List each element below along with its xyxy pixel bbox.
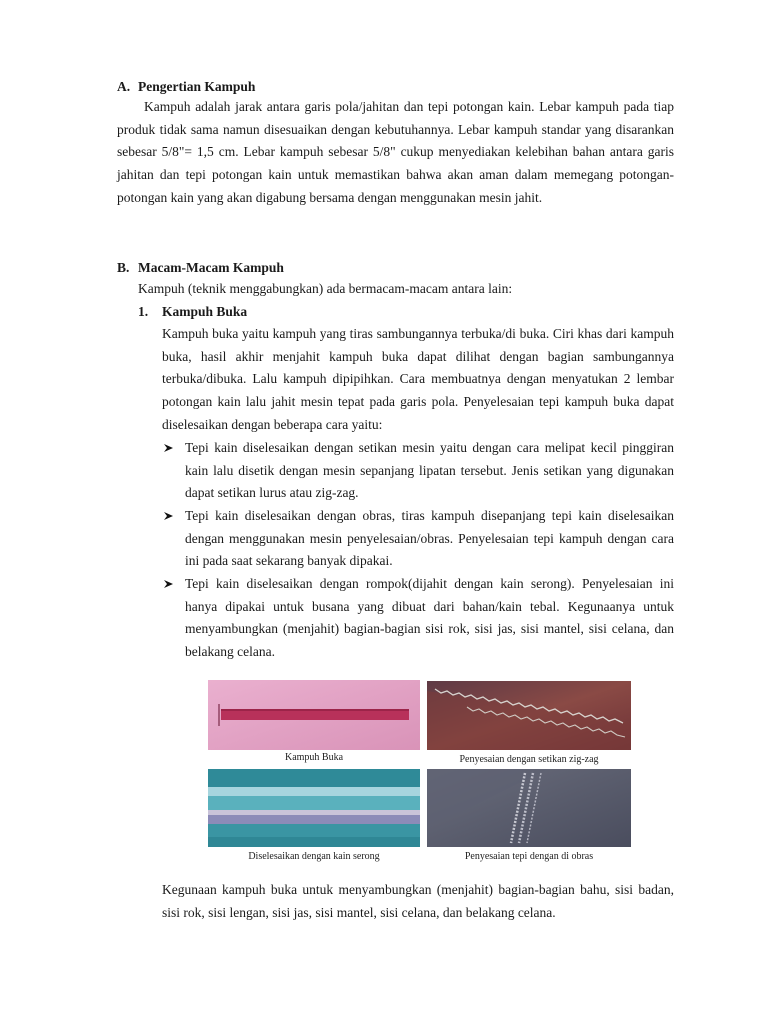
bullet-text: Tepi kain diselesaikan dengan obras, tiras kampuh disepanjang tepi kain diselesaikan dengan menggunakan mesin penyelesaian/obras. Penyelesaian tepi kampuh dengan cara ini pada saat sekarang banyak dipakai. — [185, 508, 674, 569]
section-b-number: B. — [117, 260, 130, 275]
figure-caption: Kampuh Buka — [284, 752, 344, 763]
list-item — [162, 505, 674, 573]
arrowhead-bullet-icon — [162, 505, 180, 527]
figure-caption: Penyesaian dengan setikan zig-zag — [459, 754, 599, 765]
section-b-title: Macam-Macam Kampuh — [138, 260, 284, 275]
subsection-1-paragraph: Kampuh buka yaitu kampuh yang tiras sambungannya terbuka/di buka. Ciri khas dari kampuh buka, hasil akhir menjahit kampuh buka dapat dilihat dengan bagian sambungannya terbuka/dibuka. Lalu kampuh dipipihkan. Cara membuatnya dengan menyatukan 2 lembar potongan kain lalu jahit mesin tepat pada garis pola. Penyelesaian tepi kampuh buka dapat diselesaikan dengan beberapa cara yaitu: — [162, 326, 674, 432]
list-item — [162, 573, 674, 664]
arrowhead-bullet-icon — [162, 437, 180, 459]
section-a-paragraph: Kampuh adalah jarak antara garis pola/jahitan dan tepi potongan kain. Lebar kampuh pada tiap produk tidak sama namun disesuaikan dengan kebutuhannya. Lebar kampuh standar yang disarankan sebesar 5/8"= 1,5 cm. Lebar kampuh sebesar 5/8" cukup menyediakan kelebihan bahan antara garis jahitan dan tepi potongan kain untuk memastikan bahwa akan aman dalam memegang potongan-potongan kain yang akan digabung bersama dengan menggunakan mesin jahit. — [117, 99, 674, 205]
section-a-title: Pengertian Kampuh — [138, 79, 256, 94]
bullet-text: Tepi kain diselesaikan dengan rompok(dijahit dengan kain serong). Penyelesaian ini hanya dipakai untuk busana yang dibuat dari bahan/kain tebal. Kegunaanya untuk menyambungkan (menjahit) bagian-bagian sisi rok, sisi jas, sisi mantel, sisi celana, dan belakang celana. — [185, 576, 674, 660]
figure-caption: Diselesaikan dengan kain serong — [248, 851, 380, 862]
subsection-1-title: Kampuh Buka — [162, 304, 248, 319]
zigzag-finish-photo — [427, 681, 631, 750]
kampuh-buka-photo — [208, 680, 420, 750]
bias-binding-photo — [208, 769, 420, 847]
section-b-intro: Kampuh (teknik menggabungkan) ada bermacam-macam antara lain: — [138, 281, 513, 296]
overlock-finish-photo — [427, 769, 631, 847]
section-a-number: A. — [117, 79, 131, 94]
list-item — [162, 437, 674, 505]
figure-caption: Penyesaian tepi dengan di obras — [464, 851, 594, 862]
subsection-1-number: 1. — [138, 304, 149, 319]
bullet-text: Tepi kain diselesaikan dengan setikan mesin yaitu dengan cara melipat kecil pinggiran kain lalu disetik dengan mesin sepanjang lipatan tersebut. Jenis setikan yang digunakan dapat setikan lurus atau zig-zag. — [185, 440, 674, 501]
arrowhead-bullet-icon — [162, 573, 180, 595]
closing-paragraph: Kegunaan kampuh buka untuk menyambungkan (menjahit) bagian-bagian bahu, sisi badan, sisi rok, sisi lengan, sisi jas, sisi mantel, sisi celana, dan belakang celana. — [162, 882, 674, 920]
